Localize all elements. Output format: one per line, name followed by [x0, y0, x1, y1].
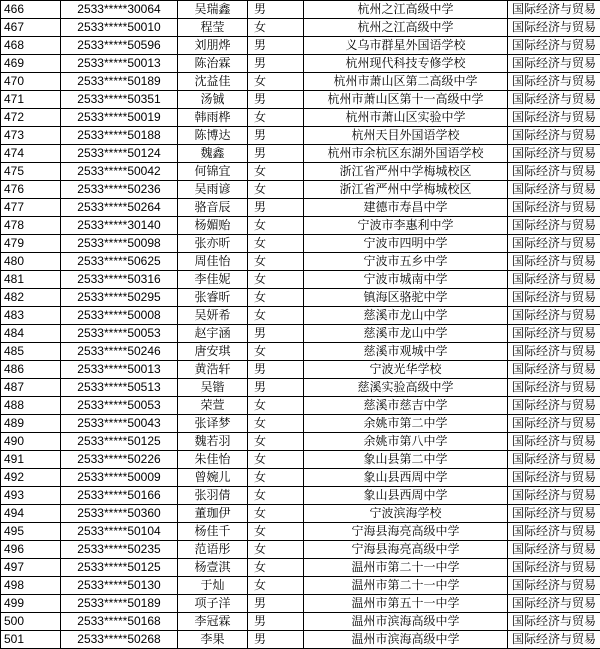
candidate-id: 2533*****50124 [61, 145, 178, 163]
major: 国际经济与贸易 [508, 523, 600, 541]
major: 国际经济与贸易 [508, 1, 600, 19]
student-name: 张译梦 [178, 415, 248, 433]
row-number: 466 [1, 1, 61, 19]
table-row [1, 415, 600, 433]
gender: 女 [248, 73, 304, 91]
gender: 男 [248, 55, 304, 73]
gender: 男 [248, 361, 304, 379]
candidate-id: 2533*****50188 [61, 127, 178, 145]
row-number: 488 [1, 397, 61, 415]
table-row [1, 235, 600, 253]
table-row [1, 37, 600, 55]
candidate-id: 2533*****50125 [61, 433, 178, 451]
school: 温州市第五十一中学 [304, 595, 508, 613]
row-number: 493 [1, 487, 61, 505]
gender: 男 [248, 127, 304, 145]
major: 国际经济与贸易 [508, 397, 600, 415]
school: 宁波市五乡中学 [304, 253, 508, 271]
major: 国际经济与贸易 [508, 37, 600, 55]
major: 国际经济与贸易 [508, 289, 600, 307]
gender: 女 [248, 109, 304, 127]
gender: 女 [248, 271, 304, 289]
school: 宁波滨海学校 [304, 505, 508, 523]
school: 慈溪市观城中学 [304, 343, 508, 361]
gender: 男 [248, 595, 304, 613]
major: 国际经济与贸易 [508, 577, 600, 595]
candidate-id: 2533*****50189 [61, 73, 178, 91]
gender: 女 [248, 415, 304, 433]
table-row [1, 631, 600, 649]
major: 国际经济与贸易 [508, 235, 600, 253]
candidate-id: 2533*****50104 [61, 523, 178, 541]
major: 国际经济与贸易 [508, 253, 600, 271]
row-number: 491 [1, 451, 61, 469]
student-name: 李果 [178, 631, 248, 649]
school: 余姚市第八中学 [304, 433, 508, 451]
school: 象山县西周中学 [304, 469, 508, 487]
table-row [1, 487, 600, 505]
candidate-id: 2533*****50130 [61, 577, 178, 595]
major: 国际经济与贸易 [508, 433, 600, 451]
gender: 女 [248, 343, 304, 361]
row-number: 496 [1, 541, 61, 559]
major: 国际经济与贸易 [508, 505, 600, 523]
table-row [1, 613, 600, 631]
student-name: 范语彤 [178, 541, 248, 559]
major: 国际经济与贸易 [508, 199, 600, 217]
candidate-id: 2533*****50042 [61, 163, 178, 181]
row-number: 482 [1, 289, 61, 307]
candidate-id: 2533*****50053 [61, 397, 178, 415]
gender: 男 [248, 91, 304, 109]
student-name: 吴雨谚 [178, 181, 248, 199]
table-row [1, 253, 600, 271]
row-number: 474 [1, 145, 61, 163]
table-row [1, 541, 600, 559]
school: 浙江省严州中学梅城校区 [304, 181, 508, 199]
candidate-id: 2533*****50295 [61, 289, 178, 307]
gender: 男 [248, 613, 304, 631]
row-number: 486 [1, 361, 61, 379]
school: 杭州之江高级中学 [304, 19, 508, 37]
major: 国际经济与贸易 [508, 541, 600, 559]
major: 国际经济与贸易 [508, 307, 600, 325]
row-number: 472 [1, 109, 61, 127]
school: 温州市滨海高级中学 [304, 613, 508, 631]
row-number: 470 [1, 73, 61, 91]
table-body [1, 1, 600, 649]
row-number: 500 [1, 613, 61, 631]
gender: 男 [248, 199, 304, 217]
student-name: 吴妍希 [178, 307, 248, 325]
candidate-id: 2533*****50168 [61, 613, 178, 631]
candidate-id: 2533*****50268 [61, 631, 178, 649]
gender: 男 [248, 37, 304, 55]
candidate-id: 2533*****50625 [61, 253, 178, 271]
table-row [1, 361, 600, 379]
table-row [1, 271, 600, 289]
gender: 女 [248, 397, 304, 415]
school: 慈溪实验高级中学 [304, 379, 508, 397]
student-name: 杨佳千 [178, 523, 248, 541]
table-row [1, 577, 600, 595]
student-name: 陈治霖 [178, 55, 248, 73]
student-name: 魏若羽 [178, 433, 248, 451]
student-name: 周佳怡 [178, 253, 248, 271]
school: 慈溪市龙山中学 [304, 307, 508, 325]
table-row [1, 145, 600, 163]
row-number: 494 [1, 505, 61, 523]
candidate-id: 2533*****30064 [61, 1, 178, 19]
table-row [1, 199, 600, 217]
student-name: 张羽倩 [178, 487, 248, 505]
row-number: 481 [1, 271, 61, 289]
student-name: 刘朋烨 [178, 37, 248, 55]
gender: 女 [248, 253, 304, 271]
major: 国际经济与贸易 [508, 181, 600, 199]
row-number: 476 [1, 181, 61, 199]
table-row [1, 109, 600, 127]
candidate-id: 2533*****50019 [61, 109, 178, 127]
candidate-id: 2533*****50009 [61, 469, 178, 487]
table-row [1, 289, 600, 307]
student-name: 吴锴 [178, 379, 248, 397]
candidate-id: 2533*****50264 [61, 199, 178, 217]
school: 宁波市城南中学 [304, 271, 508, 289]
candidate-id: 2533*****50226 [61, 451, 178, 469]
row-number: 484 [1, 325, 61, 343]
school: 杭州市萧山区第十一高级中学 [304, 91, 508, 109]
school: 慈溪市慈吉中学 [304, 397, 508, 415]
row-number: 475 [1, 163, 61, 181]
candidate-id: 2533*****50246 [61, 343, 178, 361]
student-name: 李佳妮 [178, 271, 248, 289]
candidate-id: 2533*****50010 [61, 19, 178, 37]
table-row [1, 19, 600, 37]
row-number: 495 [1, 523, 61, 541]
candidate-id: 2533*****50351 [61, 91, 178, 109]
school: 余姚市第二中学 [304, 415, 508, 433]
gender: 男 [248, 1, 304, 19]
major: 国际经济与贸易 [508, 595, 600, 613]
row-number: 477 [1, 199, 61, 217]
major: 国际经济与贸易 [508, 487, 600, 505]
major: 国际经济与贸易 [508, 217, 600, 235]
gender: 男 [248, 145, 304, 163]
table-row [1, 379, 600, 397]
table-row [1, 559, 600, 577]
school: 宁海县海亮高级中学 [304, 541, 508, 559]
student-name: 陈博达 [178, 127, 248, 145]
table-row [1, 1, 600, 19]
school: 建德市寿昌中学 [304, 199, 508, 217]
gender: 男 [248, 631, 304, 649]
row-number: 479 [1, 235, 61, 253]
gender: 女 [248, 307, 304, 325]
candidate-id: 2533*****50235 [61, 541, 178, 559]
student-name: 曾婉儿 [178, 469, 248, 487]
student-name: 吴瑞鑫 [178, 1, 248, 19]
student-name: 程莹 [178, 19, 248, 37]
table-row [1, 505, 600, 523]
gender: 女 [248, 559, 304, 577]
major: 国际经济与贸易 [508, 109, 600, 127]
school: 温州市第二十一中学 [304, 577, 508, 595]
student-name: 项子洋 [178, 595, 248, 613]
gender: 男 [248, 379, 304, 397]
candidate-id: 2533*****50236 [61, 181, 178, 199]
table-row [1, 325, 600, 343]
student-name: 魏鑫 [178, 145, 248, 163]
major: 国际经济与贸易 [508, 19, 600, 37]
row-number: 489 [1, 415, 61, 433]
candidate-id: 2533*****50189 [61, 595, 178, 613]
gender: 女 [248, 505, 304, 523]
school: 杭州天目外国语学校 [304, 127, 508, 145]
major: 国际经济与贸易 [508, 55, 600, 73]
candidate-id: 2533*****50513 [61, 379, 178, 397]
school: 温州市第二十一中学 [304, 559, 508, 577]
gender: 女 [248, 487, 304, 505]
student-name: 韩雨桦 [178, 109, 248, 127]
student-name: 汤铖 [178, 91, 248, 109]
row-number: 478 [1, 217, 61, 235]
candidate-id: 2533*****50053 [61, 325, 178, 343]
gender: 女 [248, 451, 304, 469]
school: 杭州市萧山区实验中学 [304, 109, 508, 127]
row-number: 469 [1, 55, 61, 73]
table-row [1, 307, 600, 325]
major: 国际经济与贸易 [508, 325, 600, 343]
candidate-id: 2533*****50043 [61, 415, 178, 433]
major: 国际经济与贸易 [508, 91, 600, 109]
major: 国际经济与贸易 [508, 271, 600, 289]
gender: 女 [248, 217, 304, 235]
school: 杭州现代科技专修学校 [304, 55, 508, 73]
candidate-id: 2533*****50098 [61, 235, 178, 253]
gender: 女 [248, 433, 304, 451]
row-number: 487 [1, 379, 61, 397]
school: 镇海区骆驼中学 [304, 289, 508, 307]
table-row [1, 127, 600, 145]
row-number: 471 [1, 91, 61, 109]
table-row [1, 55, 600, 73]
student-name: 黄浩轩 [178, 361, 248, 379]
major: 国际经济与贸易 [508, 631, 600, 649]
row-number: 490 [1, 433, 61, 451]
table-row [1, 469, 600, 487]
gender: 女 [248, 523, 304, 541]
gender: 男 [248, 325, 304, 343]
row-number: 480 [1, 253, 61, 271]
student-name: 杨壹淇 [178, 559, 248, 577]
table-row [1, 163, 600, 181]
school: 杭州市余杭区东湖外国语学校 [304, 145, 508, 163]
table-row [1, 73, 600, 91]
table-row [1, 523, 600, 541]
gender: 女 [248, 163, 304, 181]
row-number: 492 [1, 469, 61, 487]
major: 国际经济与贸易 [508, 73, 600, 91]
candidate-id: 2533*****50013 [61, 361, 178, 379]
student-name: 唐安琪 [178, 343, 248, 361]
table-row [1, 397, 600, 415]
candidate-id: 2533*****30140 [61, 217, 178, 235]
school: 象山县第二中学 [304, 451, 508, 469]
candidate-id: 2533*****50596 [61, 37, 178, 55]
major: 国际经济与贸易 [508, 127, 600, 145]
candidate-id: 2533*****50013 [61, 55, 178, 73]
student-name: 赵宇涵 [178, 325, 248, 343]
school: 宁海县海亮高级中学 [304, 523, 508, 541]
student-name: 荣萱 [178, 397, 248, 415]
school: 杭州之江高级中学 [304, 1, 508, 19]
school: 温州市滨海高级中学 [304, 631, 508, 649]
school: 宁波光华学校 [304, 361, 508, 379]
major: 国际经济与贸易 [508, 613, 600, 631]
school: 象山县西周中学 [304, 487, 508, 505]
table-row [1, 433, 600, 451]
row-number: 468 [1, 37, 61, 55]
table-row [1, 343, 600, 361]
gender: 女 [248, 541, 304, 559]
gender: 女 [248, 469, 304, 487]
school: 宁波市李惠利中学 [304, 217, 508, 235]
student-name: 于灿 [178, 577, 248, 595]
gender: 女 [248, 577, 304, 595]
student-name: 杨媚贻 [178, 217, 248, 235]
school: 义乌市群星外国语学校 [304, 37, 508, 55]
student-name: 张亦昕 [178, 235, 248, 253]
student-name: 张睿昕 [178, 289, 248, 307]
candidate-id: 2533*****50008 [61, 307, 178, 325]
row-number: 485 [1, 343, 61, 361]
candidate-id: 2533*****50166 [61, 487, 178, 505]
school: 慈溪市龙山中学 [304, 325, 508, 343]
row-number: 483 [1, 307, 61, 325]
candidate-id: 2533*****50360 [61, 505, 178, 523]
school: 宁波市四明中学 [304, 235, 508, 253]
row-number: 499 [1, 595, 61, 613]
student-name: 骆音辰 [178, 199, 248, 217]
table-row [1, 451, 600, 469]
school: 浙江省严州中学梅城校区 [304, 163, 508, 181]
major: 国际经济与贸易 [508, 415, 600, 433]
student-name: 何锦宜 [178, 163, 248, 181]
major: 国际经济与贸易 [508, 163, 600, 181]
major: 国际经济与贸易 [508, 361, 600, 379]
row-number: 467 [1, 19, 61, 37]
row-number: 473 [1, 127, 61, 145]
gender: 女 [248, 289, 304, 307]
gender: 女 [248, 235, 304, 253]
table-row [1, 595, 600, 613]
major: 国际经济与贸易 [508, 145, 600, 163]
table-row [1, 181, 600, 199]
major: 国际经济与贸易 [508, 559, 600, 577]
table-row [1, 217, 600, 235]
gender: 女 [248, 19, 304, 37]
student-name: 董珈伊 [178, 505, 248, 523]
candidate-id: 2533*****50125 [61, 559, 178, 577]
row-number: 498 [1, 577, 61, 595]
major: 国际经济与贸易 [508, 469, 600, 487]
gender: 女 [248, 181, 304, 199]
student-name: 李冠霖 [178, 613, 248, 631]
row-number: 497 [1, 559, 61, 577]
student-name: 朱佳怡 [178, 451, 248, 469]
major: 国际经济与贸易 [508, 343, 600, 361]
major: 国际经济与贸易 [508, 451, 600, 469]
table-row [1, 91, 600, 109]
candidate-id: 2533*****50316 [61, 271, 178, 289]
row-number: 501 [1, 631, 61, 649]
major: 国际经济与贸易 [508, 379, 600, 397]
school: 杭州市萧山区第二高级中学 [304, 73, 508, 91]
student-name: 沈益佳 [178, 73, 248, 91]
